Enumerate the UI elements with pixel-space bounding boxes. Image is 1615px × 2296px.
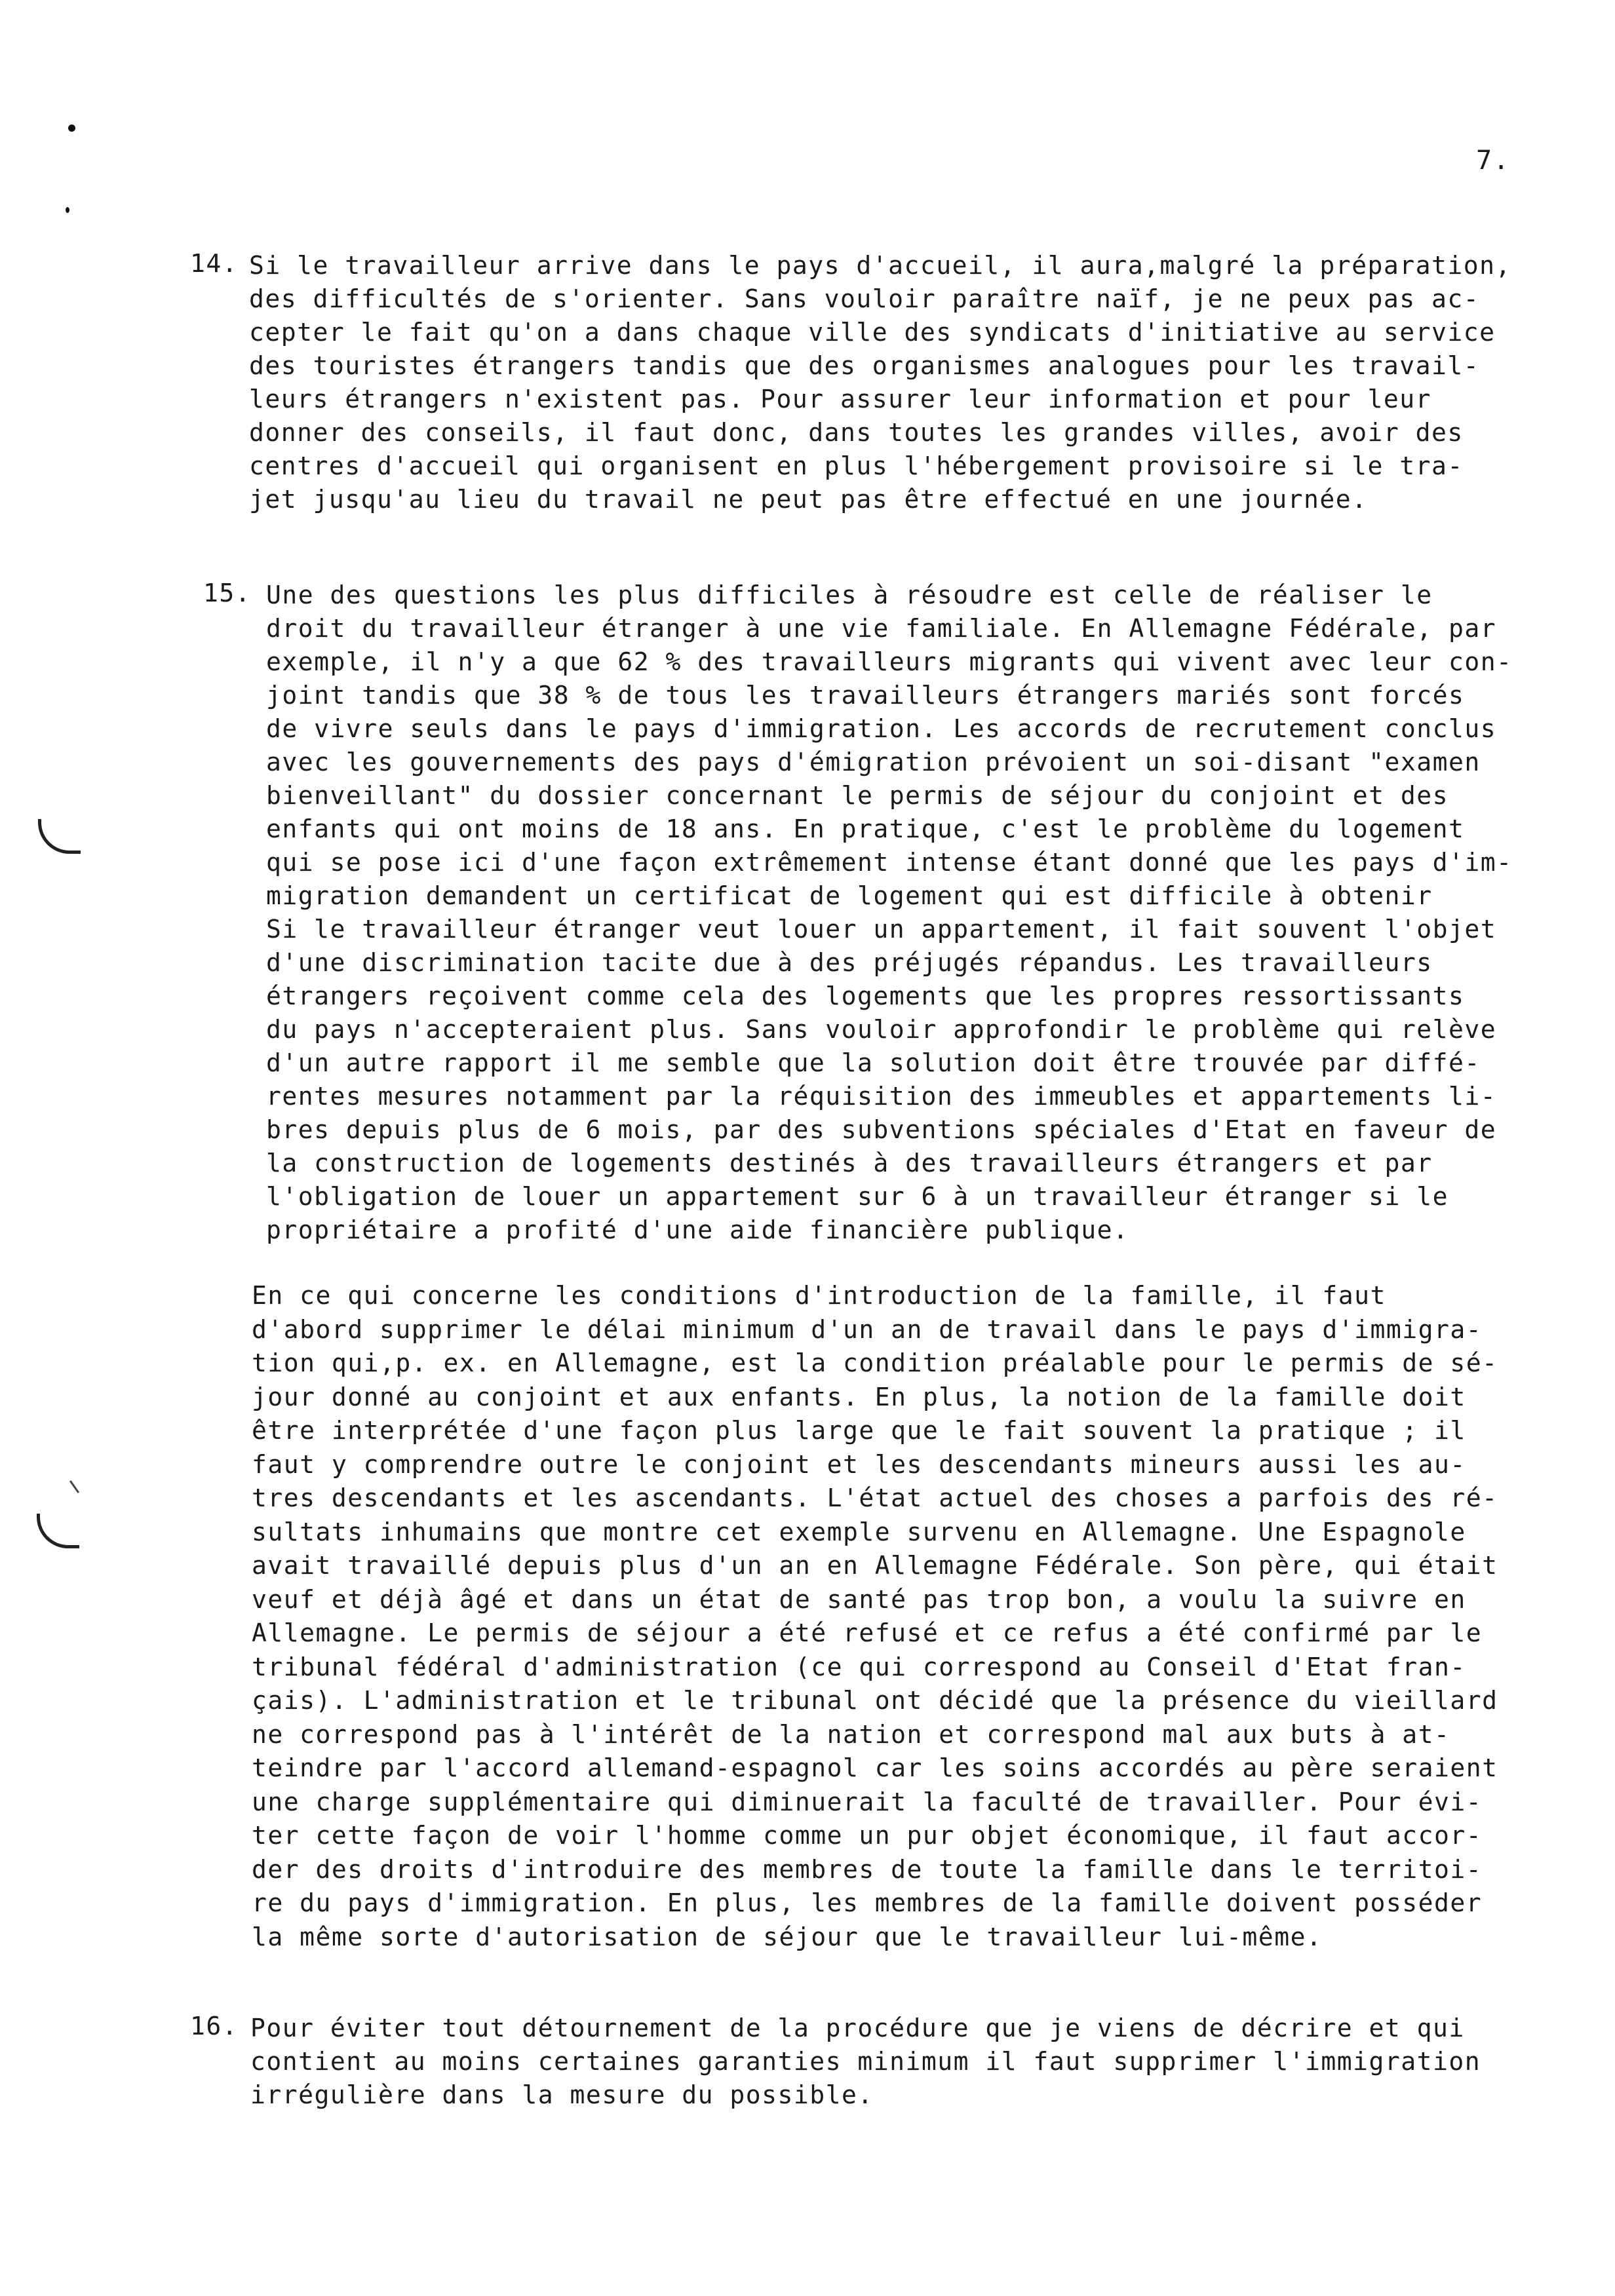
text-line: avait travaillé depuis plus d'un an en Allemagne Fédérale. Son père, qui était [252,1551,1498,1580]
text-line: être interprétée d'une façon plus large que le fait souvent la pratique ; il [252,1416,1466,1445]
paragraph-text [252,1279,1498,1954]
text-line: enfants qui ont moins de 18 ans. En pratique, c'est le problème du logement [266,814,1465,843]
text-line: une charge supplémentaire qui diminuerait la faculté de travailler. Pour évi- [252,1787,1483,1816]
text-line: donner des conseils, il faut donc, dans toutes les grandes villes, avoir des [249,418,1464,447]
text-line: tribunal fédéral d'administration (ce qui correspond au Conseil d'Etat fran- [252,1652,1466,1681]
text-line: Si le travailleur arrive dans le pays d'accueil, il aura,malgré la préparation, [249,251,1511,280]
text-line: ter cette façon de voir l'homme comme un pur objet économique, il faut accor- [252,1821,1483,1850]
text-line: irrégulière dans la mesure du possible. [250,2080,874,2109]
text-line: jour donné au conjoint et aux enfants. En plus, la notion de la famille doit [252,1382,1466,1411]
paragraph-text [266,579,1512,1247]
text-line: migration demandent un certificat de logement qui est difficile à obtenir [266,881,1433,910]
text-line: la même sorte d'autorisation de séjour que le travailleur lui-même. [252,1922,1323,1951]
paragraph-number: 16. [190,2012,239,2040]
text-line: centres d'accueil qui organisent en plus l'hébergement provisoire si le tra- [249,451,1464,480]
scan-dot [66,207,69,213]
text-line: Allemagne. Le permis de séjour a été refusé et ce refus a été confirmé par le [252,1618,1483,1647]
scan-mark [69,1480,79,1493]
text-line: droit du travailleur étranger à une vie familiale. En Allemagne Fédérale, par [266,614,1497,643]
scan-dot [68,124,75,132]
text-line: du pays n'accepteraient plus. Sans vouloir approfondir le problème qui relève [266,1015,1497,1044]
text-line: faut y comprendre outre le conjoint et les descendants mineurs aussi les au- [252,1449,1466,1479]
text-line: çais). L'administration et le tribunal ont décidé que la présence du vieillard [252,1686,1498,1715]
paragraph-15-continued [252,1279,1498,1954]
text-line: qui se pose ici d'une façon extrêmement intense étant donné que les pays d'im- [266,848,1513,877]
text-line: de vivre seuls dans le pays d'immigration. Les accords de recrutement conclus [266,714,1497,743]
paragraph-16 [190,2012,1481,2112]
text-line: d'un autre rapport il me semble que la solution doit être trouvée par diffé- [266,1048,1481,1077]
text-line: jet jusqu'au lieu du travail ne peut pas être effectué en une journée. [249,485,1368,514]
text-line: la construction de logements destinés à des travailleurs étrangers et par [266,1149,1433,1177]
text-line: bres depuis plus de 6 mois, par des subventions spéciales d'Etat en faveur de [266,1115,1497,1144]
text-line: d'une discrimination tacite due à des préjugés répandus. Les travailleurs [266,948,1433,977]
text-line: En ce qui concerne les conditions d'introduction de la famille, il faut [252,1281,1386,1310]
text-line: joint tandis que 38 % de tous les travailleurs étrangers mariés sont forcés [266,681,1465,710]
text-line: bienveillant" du dossier concernant le permis de séjour du conjoint et des [266,781,1449,810]
text-line: propriétaire a profité d'une aide financière publique. [266,1215,1129,1244]
paragraph-number: 15. [203,579,252,607]
text-line: veuf et déjà âgé et dans un état de santé pas trop bon, a voulu la suivre en [252,1584,1466,1614]
paragraph-15 [203,579,1512,1247]
text-line: exemple, il n'y a que 62 % des travailleurs migrants qui vivent avec leur con- [266,647,1513,676]
text-line: d'abord supprimer le délai minimum d'un an de travail dans le pays d'immigra- [252,1314,1483,1344]
text-line: Pour éviter tout détournement de la procédure que je viens de décrire et qui [250,2014,1465,2042]
paragraph-14 [190,249,1511,516]
text-line: rentes mesures notamment par la réquisition des immeubles et appartements li- [266,1082,1497,1111]
binder-hole-mark [38,819,81,854]
text-line: des touristes étrangers tandis que des organismes analogues pour les travail- [249,351,1480,380]
text-line: ne correspond pas à l'intérêt de la nation et correspond mal aux buts à at- [252,1719,1450,1749]
text-line: leurs étrangers n'existent pas. Pour assurer leur information et pour leur [249,385,1431,413]
text-line: tion qui,p. ex. en Allemagne, est la condition préalable pour le permis de sé- [252,1349,1498,1377]
text-line: teindre par l'accord allemand-espagnol car les soins accordés au père seraient [252,1753,1498,1782]
page-number: 7. [1476,145,1511,176]
paragraph-number: 14. [190,249,239,278]
text-line: l'obligation de louer un appartement sur 6 à un travailleur étranger si le [266,1182,1449,1211]
binder-hole-mark [37,1514,79,1548]
text-line: cepter le fait qu'on a dans chaque ville des syndicats d'initiative au service [249,318,1496,347]
text-line: Si le travailleur étranger veut louer un appartement, il fait souvent l'objet [266,915,1497,944]
text-line: Une des questions les plus difficiles à résoudre est celle de réaliser le [266,581,1433,609]
paragraph-text [250,2012,1481,2112]
text-line: avec les gouvernements des pays d'émigration prévoient un soi-disant "examen [266,748,1481,776]
text-line: tres descendants et les ascendants. L'état actuel des choses a parfois des ré- [252,1483,1498,1512]
text-line: des difficultés de s'orienter. Sans vouloir paraître naïf, je ne peux pas ac- [249,284,1480,313]
text-line: re du pays d'immigration. En plus, les membres de la famille doivent posséder [252,1888,1483,1917]
paragraph-text [249,249,1511,516]
text-line: der des droits d'introduire des membres de toute la famille dans le territoi- [252,1854,1483,1884]
text-line: contient au moins certaines garanties minimum il faut supprimer l'immigration [250,2047,1481,2076]
text-line: étrangers reçoivent comme cela des logements que les propres ressortissants [266,982,1465,1010]
text-line: sultats inhumains que montre cet exemple survenu en Allemagne. Une Espagnole [252,1517,1466,1546]
